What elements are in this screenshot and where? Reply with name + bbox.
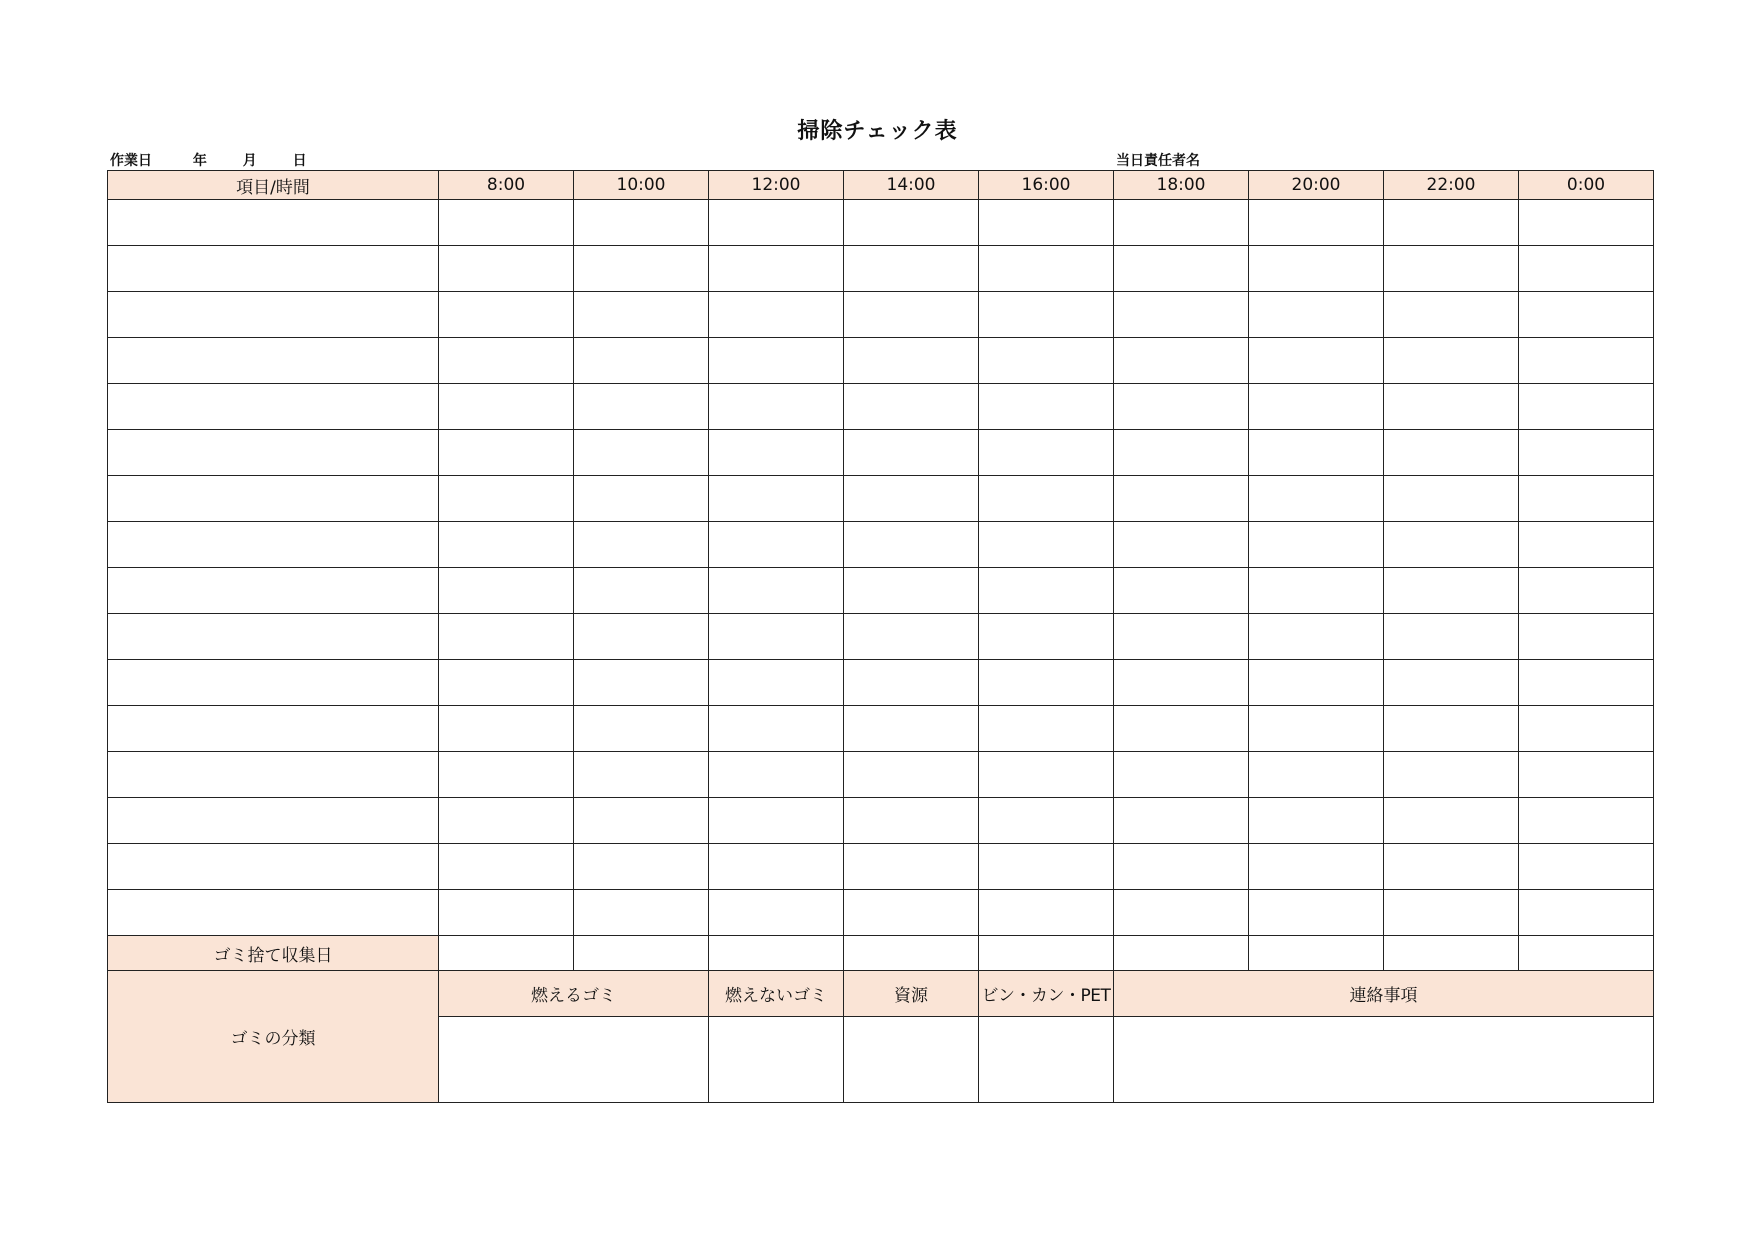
check-cell[interactable] — [1519, 752, 1654, 798]
time-header-cell: 14:00 — [844, 171, 979, 200]
check-cell[interactable] — [979, 568, 1114, 614]
check-cell[interactable] — [574, 292, 709, 338]
check-cell[interactable] — [844, 476, 979, 522]
check-cell[interactable] — [1249, 844, 1384, 890]
check-cell[interactable] — [1519, 568, 1654, 614]
check-cell[interactable] — [439, 246, 574, 292]
check-cell[interactable] — [1114, 476, 1249, 522]
collection-day-row — [108, 936, 1654, 971]
check-cell[interactable] — [1249, 614, 1384, 660]
check-cell[interactable] — [1249, 200, 1384, 246]
check-cell[interactable] — [1519, 430, 1654, 476]
check-cell[interactable] — [1519, 476, 1654, 522]
check-cell[interactable] — [1114, 752, 1249, 798]
check-cell[interactable] — [1249, 660, 1384, 706]
work-date-year: 年 — [192, 153, 207, 169]
work-date-month: 月 — [242, 153, 257, 169]
cleaning-check-table — [107, 170, 1654, 1103]
page-title: 掃除チェック表 — [797, 119, 958, 144]
check-cell[interactable] — [979, 246, 1114, 292]
check-cell[interactable] — [1249, 706, 1384, 752]
check-cell[interactable] — [844, 890, 979, 936]
check-cell[interactable] — [574, 614, 709, 660]
responsible-person-label: 当日責任者名 — [1116, 153, 1200, 169]
time-header-cell: 18:00 — [1114, 171, 1249, 200]
table-body — [108, 171, 1654, 1103]
check-cell[interactable] — [1384, 660, 1519, 706]
table-row — [108, 844, 1654, 890]
table-row — [108, 522, 1654, 568]
check-cell[interactable] — [709, 338, 844, 384]
check-cell[interactable] — [844, 844, 979, 890]
check-cell[interactable] — [844, 430, 979, 476]
time-header-cell: 0:00 — [1519, 171, 1654, 200]
non-burnable-header: 燃えないゴミ — [709, 971, 844, 1017]
check-cell[interactable] — [574, 752, 709, 798]
check-cell[interactable] — [574, 476, 709, 522]
check-cell[interactable] — [1249, 246, 1384, 292]
table-row — [108, 706, 1654, 752]
item-cell[interactable] — [108, 522, 439, 568]
time-header-cell: 16:00 — [979, 171, 1114, 200]
time-header-cell: 20:00 — [1249, 171, 1384, 200]
collection-day-cell[interactable] — [979, 936, 1114, 971]
check-cell[interactable] — [979, 476, 1114, 522]
resources-header: 資源 — [844, 971, 979, 1017]
check-cell[interactable] — [439, 200, 574, 246]
check-cell[interactable] — [574, 430, 709, 476]
check-cell[interactable] — [709, 890, 844, 936]
check-cell[interactable] — [1384, 798, 1519, 844]
check-cell[interactable] — [1114, 246, 1249, 292]
check-cell[interactable] — [844, 798, 979, 844]
item-cell[interactable] — [108, 430, 439, 476]
check-cell[interactable] — [439, 706, 574, 752]
check-cell[interactable] — [439, 292, 574, 338]
check-cell[interactable] — [1114, 614, 1249, 660]
check-cell[interactable] — [1249, 568, 1384, 614]
bottles-cans-pet-header: ビン・カン・PET — [979, 971, 1114, 1017]
check-cell[interactable] — [979, 522, 1114, 568]
check-cell[interactable] — [1384, 338, 1519, 384]
check-cell[interactable] — [844, 660, 979, 706]
check-cell[interactable] — [1249, 476, 1384, 522]
notes-cell[interactable] — [1114, 1017, 1654, 1103]
check-cell[interactable] — [1114, 522, 1249, 568]
item-cell[interactable] — [108, 614, 439, 660]
check-cell[interactable] — [1519, 798, 1654, 844]
check-cell[interactable] — [574, 844, 709, 890]
check-cell[interactable] — [1519, 522, 1654, 568]
item-cell[interactable] — [108, 200, 439, 246]
check-cell[interactable] — [1519, 200, 1654, 246]
check-cell[interactable] — [844, 384, 979, 430]
item-cell[interactable] — [108, 660, 439, 706]
check-cell[interactable] — [979, 384, 1114, 430]
time-header-cell: 10:00 — [574, 171, 709, 200]
check-cell[interactable] — [1519, 660, 1654, 706]
check-cell[interactable] — [574, 200, 709, 246]
check-cell[interactable] — [439, 476, 574, 522]
check-cell[interactable] — [1519, 292, 1654, 338]
check-cell[interactable] — [1384, 430, 1519, 476]
check-cell[interactable] — [844, 338, 979, 384]
notes-header: 連絡事項 — [1114, 971, 1654, 1017]
check-cell[interactable] — [1519, 614, 1654, 660]
check-cell[interactable] — [1384, 614, 1519, 660]
work-date-day: 日 — [292, 153, 307, 169]
check-cell[interactable] — [439, 660, 574, 706]
check-cell[interactable] — [844, 292, 979, 338]
check-cell[interactable] — [439, 614, 574, 660]
check-cell[interactable] — [1114, 844, 1249, 890]
table-row — [108, 798, 1654, 844]
burnable-cell[interactable] — [439, 1017, 709, 1103]
bottles-cans-pet-cell[interactable] — [979, 1017, 1114, 1103]
check-cell[interactable] — [1384, 752, 1519, 798]
check-cell[interactable] — [844, 614, 979, 660]
check-cell[interactable] — [709, 292, 844, 338]
non-burnable-cell[interactable] — [709, 1017, 844, 1103]
collection-day-cell[interactable] — [574, 936, 709, 971]
check-cell[interactable] — [439, 798, 574, 844]
table-row — [108, 476, 1654, 522]
item-cell[interactable] — [108, 384, 439, 430]
check-cell[interactable] — [1114, 890, 1249, 936]
check-cell[interactable] — [1384, 476, 1519, 522]
check-cell[interactable] — [439, 522, 574, 568]
time-header-cell: 22:00 — [1384, 171, 1519, 200]
check-cell[interactable] — [1384, 246, 1519, 292]
check-cell[interactable] — [1114, 292, 1249, 338]
item-cell[interactable] — [108, 338, 439, 384]
item-cell[interactable] — [108, 568, 439, 614]
check-cell[interactable] — [1384, 292, 1519, 338]
check-cell[interactable] — [1249, 522, 1384, 568]
check-cell[interactable] — [1519, 706, 1654, 752]
check-cell[interactable] — [979, 890, 1114, 936]
check-cell[interactable] — [709, 384, 844, 430]
table-row — [108, 660, 1654, 706]
collection-day-cell[interactable] — [844, 936, 979, 971]
header-row — [108, 171, 1654, 200]
check-cell[interactable] — [439, 430, 574, 476]
check-cell[interactable] — [439, 752, 574, 798]
check-cell[interactable] — [709, 798, 844, 844]
check-cell[interactable] — [439, 890, 574, 936]
check-cell[interactable] — [1114, 568, 1249, 614]
table-row — [108, 200, 1654, 246]
table-row — [108, 430, 1654, 476]
check-cell[interactable] — [1114, 660, 1249, 706]
item-cell[interactable] — [108, 844, 439, 890]
check-cell[interactable] — [709, 430, 844, 476]
time-header-cell: 8:00 — [439, 171, 574, 200]
collection-day-cell[interactable] — [1384, 936, 1519, 971]
check-cell[interactable] — [979, 844, 1114, 890]
item-cell[interactable] — [108, 246, 439, 292]
table-row — [108, 246, 1654, 292]
collection-day-cell[interactable] — [709, 936, 844, 971]
check-cell[interactable] — [1114, 384, 1249, 430]
check-cell[interactable] — [844, 246, 979, 292]
table-row — [108, 292, 1654, 338]
check-cell[interactable] — [709, 844, 844, 890]
check-cell[interactable] — [979, 200, 1114, 246]
check-cell[interactable] — [574, 660, 709, 706]
table-row — [108, 890, 1654, 936]
check-cell[interactable] — [844, 200, 979, 246]
check-cell[interactable] — [574, 568, 709, 614]
check-cell[interactable] — [1249, 292, 1384, 338]
table-row — [108, 384, 1654, 430]
check-cell[interactable] — [1384, 844, 1519, 890]
work-date-label: 作業日 — [110, 153, 152, 169]
check-cell[interactable] — [574, 706, 709, 752]
check-cell[interactable] — [844, 706, 979, 752]
table-row — [108, 614, 1654, 660]
collection-day-cell[interactable] — [1519, 936, 1654, 971]
check-cell[interactable] — [1249, 430, 1384, 476]
check-cell[interactable] — [844, 752, 979, 798]
table-row — [108, 752, 1654, 798]
check-cell[interactable] — [1114, 338, 1249, 384]
check-cell[interactable] — [1384, 384, 1519, 430]
check-cell[interactable] — [1249, 338, 1384, 384]
table-row — [108, 568, 1654, 614]
check-cell[interactable] — [1519, 384, 1654, 430]
check-cell[interactable] — [709, 568, 844, 614]
check-cell[interactable] — [1249, 890, 1384, 936]
check-cell[interactable] — [979, 430, 1114, 476]
collection-day-cell[interactable] — [1249, 936, 1384, 971]
check-cell[interactable] — [979, 292, 1114, 338]
check-cell[interactable] — [979, 614, 1114, 660]
check-cell[interactable] — [709, 660, 844, 706]
check-cell[interactable] — [979, 338, 1114, 384]
check-cell[interactable] — [1384, 890, 1519, 936]
check-cell[interactable] — [709, 752, 844, 798]
check-cell[interactable] — [439, 844, 574, 890]
check-cell[interactable] — [709, 476, 844, 522]
item-cell[interactable] — [108, 890, 439, 936]
check-cell[interactable] — [709, 200, 844, 246]
garbage-category-label: ゴミの分類 — [108, 971, 439, 1103]
item-cell[interactable] — [108, 752, 439, 798]
check-cell[interactable] — [1114, 798, 1249, 844]
item-cell[interactable] — [108, 798, 439, 844]
collection-day-cell[interactable] — [439, 936, 574, 971]
check-cell[interactable] — [1114, 200, 1249, 246]
check-cell[interactable] — [574, 246, 709, 292]
check-cell[interactable] — [1519, 890, 1654, 936]
time-header-cell: 12:00 — [709, 171, 844, 200]
work-date-line — [110, 150, 307, 170]
check-cell[interactable] — [1384, 200, 1519, 246]
check-cell[interactable] — [1249, 798, 1384, 844]
check-cell[interactable] — [1249, 752, 1384, 798]
check-cell[interactable] — [439, 338, 574, 384]
garbage-category-header-row — [108, 971, 1654, 1017]
header-item-time-cell: 項目/時間 — [108, 171, 439, 200]
item-cell[interactable] — [108, 292, 439, 338]
item-cell[interactable] — [108, 476, 439, 522]
check-cell[interactable] — [574, 890, 709, 936]
check-cell[interactable] — [709, 706, 844, 752]
burnable-header: 燃えるゴミ — [439, 971, 709, 1017]
check-cell[interactable] — [574, 338, 709, 384]
check-cell[interactable] — [574, 522, 709, 568]
check-cell[interactable] — [574, 798, 709, 844]
item-cell[interactable] — [108, 706, 439, 752]
check-cell[interactable] — [1249, 384, 1384, 430]
check-cell[interactable] — [574, 384, 709, 430]
check-cell[interactable] — [1114, 706, 1249, 752]
check-cell[interactable] — [844, 522, 979, 568]
check-cell[interactable] — [439, 568, 574, 614]
check-cell[interactable] — [1519, 338, 1654, 384]
resources-cell[interactable] — [844, 1017, 979, 1103]
check-cell[interactable] — [1114, 430, 1249, 476]
check-cell[interactable] — [1519, 246, 1654, 292]
check-cell[interactable] — [979, 660, 1114, 706]
check-cell[interactable] — [979, 706, 1114, 752]
check-cell[interactable] — [1384, 568, 1519, 614]
collection-day-label: ゴミ捨て収集日 — [108, 936, 439, 971]
check-cell[interactable] — [1384, 522, 1519, 568]
collection-day-cell[interactable] — [1114, 936, 1249, 971]
check-cell[interactable] — [1384, 706, 1519, 752]
check-cell[interactable] — [709, 522, 844, 568]
check-cell[interactable] — [709, 246, 844, 292]
check-cell[interactable] — [979, 798, 1114, 844]
check-cell[interactable] — [709, 614, 844, 660]
check-cell[interactable] — [979, 752, 1114, 798]
check-cell[interactable] — [439, 384, 574, 430]
check-cell[interactable] — [844, 568, 979, 614]
table-row — [108, 338, 1654, 384]
check-cell[interactable] — [1519, 844, 1654, 890]
